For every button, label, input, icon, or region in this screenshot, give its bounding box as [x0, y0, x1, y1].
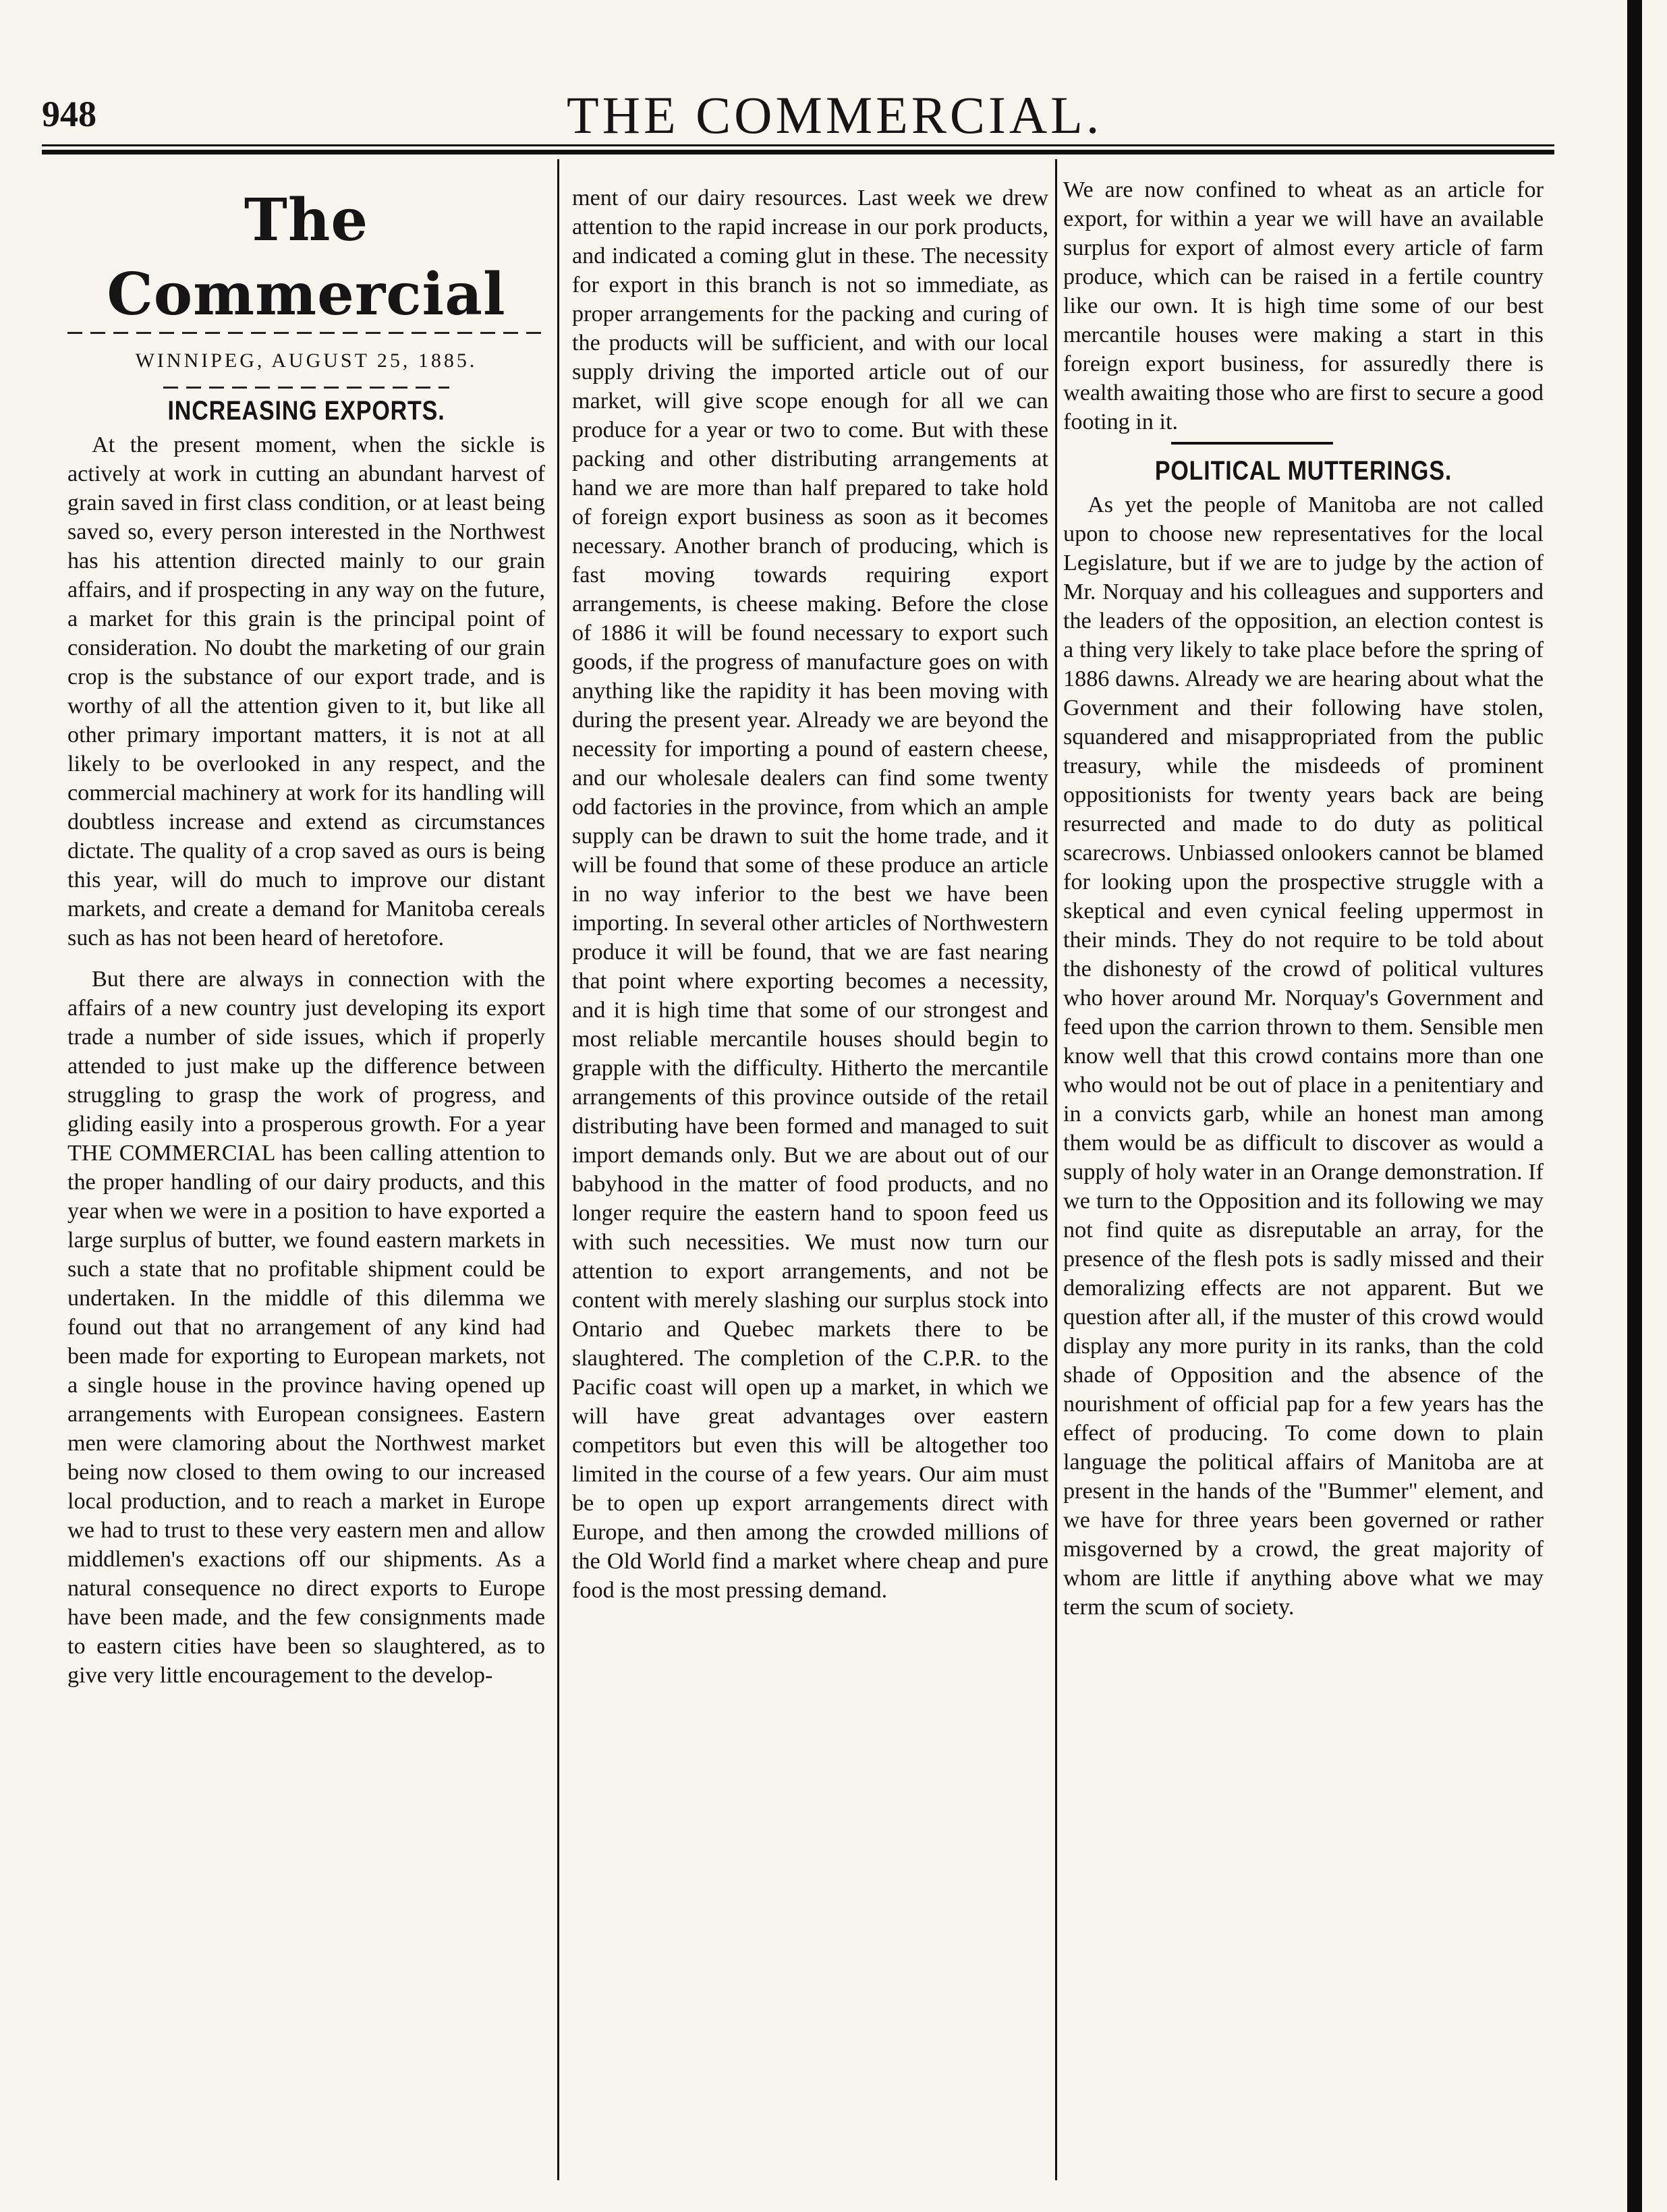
- column-rule-1: [557, 159, 559, 2180]
- article-paragraph: We are now confined to wheat as an article for export, for within a year we will have an available surplus for export of almost every article of farm produce, which can be raised in a fertile country like our own. It is high time some of our best mercantile houses were making a start in this foreign export business, for assuredly there is wealth awaiting those who are first to secure a good footing in it.: [1063, 177, 1544, 434]
- column-2: [572, 183, 1048, 1605]
- article-paragraph: As yet the people of Manitoba are not called upon to choose new representatives for the local Legislature, but if we are to judge by the action of Mr. Norquay and his colleagues and supporters and the leaders of the opposition, an election contest is a thing very likely to take place before the spring of 1886 dawns. Already we are hearing about what the Government and their following have stolen, squandered and misappropriated from the public treasury, while the misdeeds of prominent oppositionists for twenty years back are being resurrected and made to do duty as political scarecrows. Unbiassed onlookers cannot be blamed for looking upon the prospective struggle with a skeptical and even cynical feeling uppermost in their minds. They do not require to be told about the dishonesty of the crowd of political vultures who hover around Mr. Norquay's Government and feed upon the carrion thrown to them. Sensible men know well that this crowd contains more than one who would not be out of place in a penitentiary and in a convicts garb, while an honest man among them would be as difficult to discover as would a supply of holy water in an Orange demonstration. If we turn to the Opposition and its following we may not find quite as disreputable an array, for the presence of the flesh pots is sadly missed and their demoralizing effects are not apparent. But we question after all, if the muster of this crowd would display any more purity in its ranks, than the cold shade of Opposition and the absence of the nourishment of official pap for a few years has the effect of producing. To come down to plain language the political affairs of Manitoba are at present in the hands of the "Bummer" element, and we have for three years been governed or rather misgoverned by a crowd, the great majority of whom are little if anything above what we may term the scum of society.: [1063, 492, 1544, 1620]
- page-number: 948: [42, 94, 96, 134]
- column-3: [1063, 175, 1544, 1622]
- article-paragraph: At the present moment, when the sickle is actively at work in cutting an abundant harvest of grain saved in first class condition, or at least being saved so, every person interested in the Northwest has his attention directed mainly to our grain affairs, and if prospecting in any way on the future, a market for this grain is the principal point of consideration. No doubt the marketing of our grain crop is the substance of our export trade, and is worthy of all the attention given to it, but like all other primary important matters, it is not at all likely to be overlooked in any respect, and the commercial machinery at work for its handling will doubtless increase and extend as circumstances dictate. The quality of a crop saved as ours is being this year, will do much to improve our distant markets, and create a demand for Manitoba cereals such as has not been heard of heretofore.: [67, 432, 545, 951]
- dateline: WINNIPEG, AUGUST 25, 1885.: [135, 349, 478, 372]
- article-headline: POLITICAL MUTTERINGS.: [1154, 456, 1452, 486]
- masthead-title: The Commercial: [107, 186, 506, 329]
- masthead-rule-top: [67, 332, 545, 334]
- column-rule-2: [1055, 159, 1057, 2180]
- page-edge-bar: [1627, 0, 1642, 2212]
- article-paragraph: ment of our dairy resources. Last week we drew attention to the rapid increase in our pork products, and indicated a coming glut in these. The necessity for export in this branch is not so immediate, as proper arrangements for the packing and curing of the products will be sufficient, and with our local supply driving the imported article out of our market, will give scope enough for all we can produce for a year or two to come. But with these packing and other distributing arrangements at hand we are more than half prepared to take hold of foreign export business as soon as it becomes necessary. Another branch of producing, which is fast moving towards requiring export arrangements, is cheese making. Before the close of 1886 it will be found necessary to export such goods, if the progress of manufacture goes on with anything like the rapidity it has been moving with during the present year. Already we are beyond the necessity for importing a pound of eastern cheese, and our wholesale dealers can find some twenty odd factories in the province, from which an ample supply can be drawn to suit the home trade, and it will be found that some of these produce an article in no way inferior to the best we have been importing. In several other articles of Northwestern produce it will be found, that we are fast nearing that point where exporting becomes a necessity, and it is high time that some of our strongest and most reliable mercantile houses should begin to grapple with the difficulty. Hitherto the mercantile arrangements of this province outside of the retail distributing have been formed and managed to suit import demands only. But we are about out of our babyhood in the matter of food products, and no longer require the eastern hand to spoon feed us with such necessities. We must now turn our attention to export arrangements, and not be content with merely slashing our surplus stock into Ontario and Quebec markets there to be slaughtered. The completion of the C.P.R. to the Pacific coast will open up a market, in which we will have great advantages over eastern competitors but even this will be altogether too limited in the course of a few years. Our aim must be to open up export arrangements direct with Europe, and then among the crowded millions of the Old World find a market where cheap and pure food is the most pressing demand.: [572, 186, 1048, 1603]
- article-paragraph: But there are always in connection with the affairs of a new country just developing its export trade a number of side issues, which if properly attended to just make up the difference between struggling to grasp the work of progress, and gliding easily into a prosperous growth. For a year THE COMMERCIAL has been calling attention to the proper handling of our dairy products, and this year when we were in a position to have exported a large surplus of butter, we found eastern markets in such a state that no profitable shipment could be undertaken. In the middle of this dilemma we found out that no arrangement of any kind had been made for exporting to European markets, not a single house in the province having opened up arrangements with European consignees. Eastern men were clamoring about the Northwest market being now closed to them owing to our increased local production, and to reach a market in Europe we had to trust to these very eastern men and allow middlemen's exactions off our shipments. As a natural consequence no direct exports to Europe have been made, and the few consignments made to eastern cities have been so slaughtered, as to give very little encouragement to the develop-: [67, 967, 545, 1688]
- article-headline: INCREASING EXPORTS.: [167, 396, 445, 426]
- masthead-rule-bottom: [163, 387, 450, 389]
- running-title: THE COMMERCIAL.: [567, 86, 1103, 144]
- article-separator: [1171, 442, 1333, 445]
- header-rule-thick: [42, 150, 1554, 154]
- header-rule-thin: [42, 144, 1554, 146]
- column-1: [67, 183, 545, 1690]
